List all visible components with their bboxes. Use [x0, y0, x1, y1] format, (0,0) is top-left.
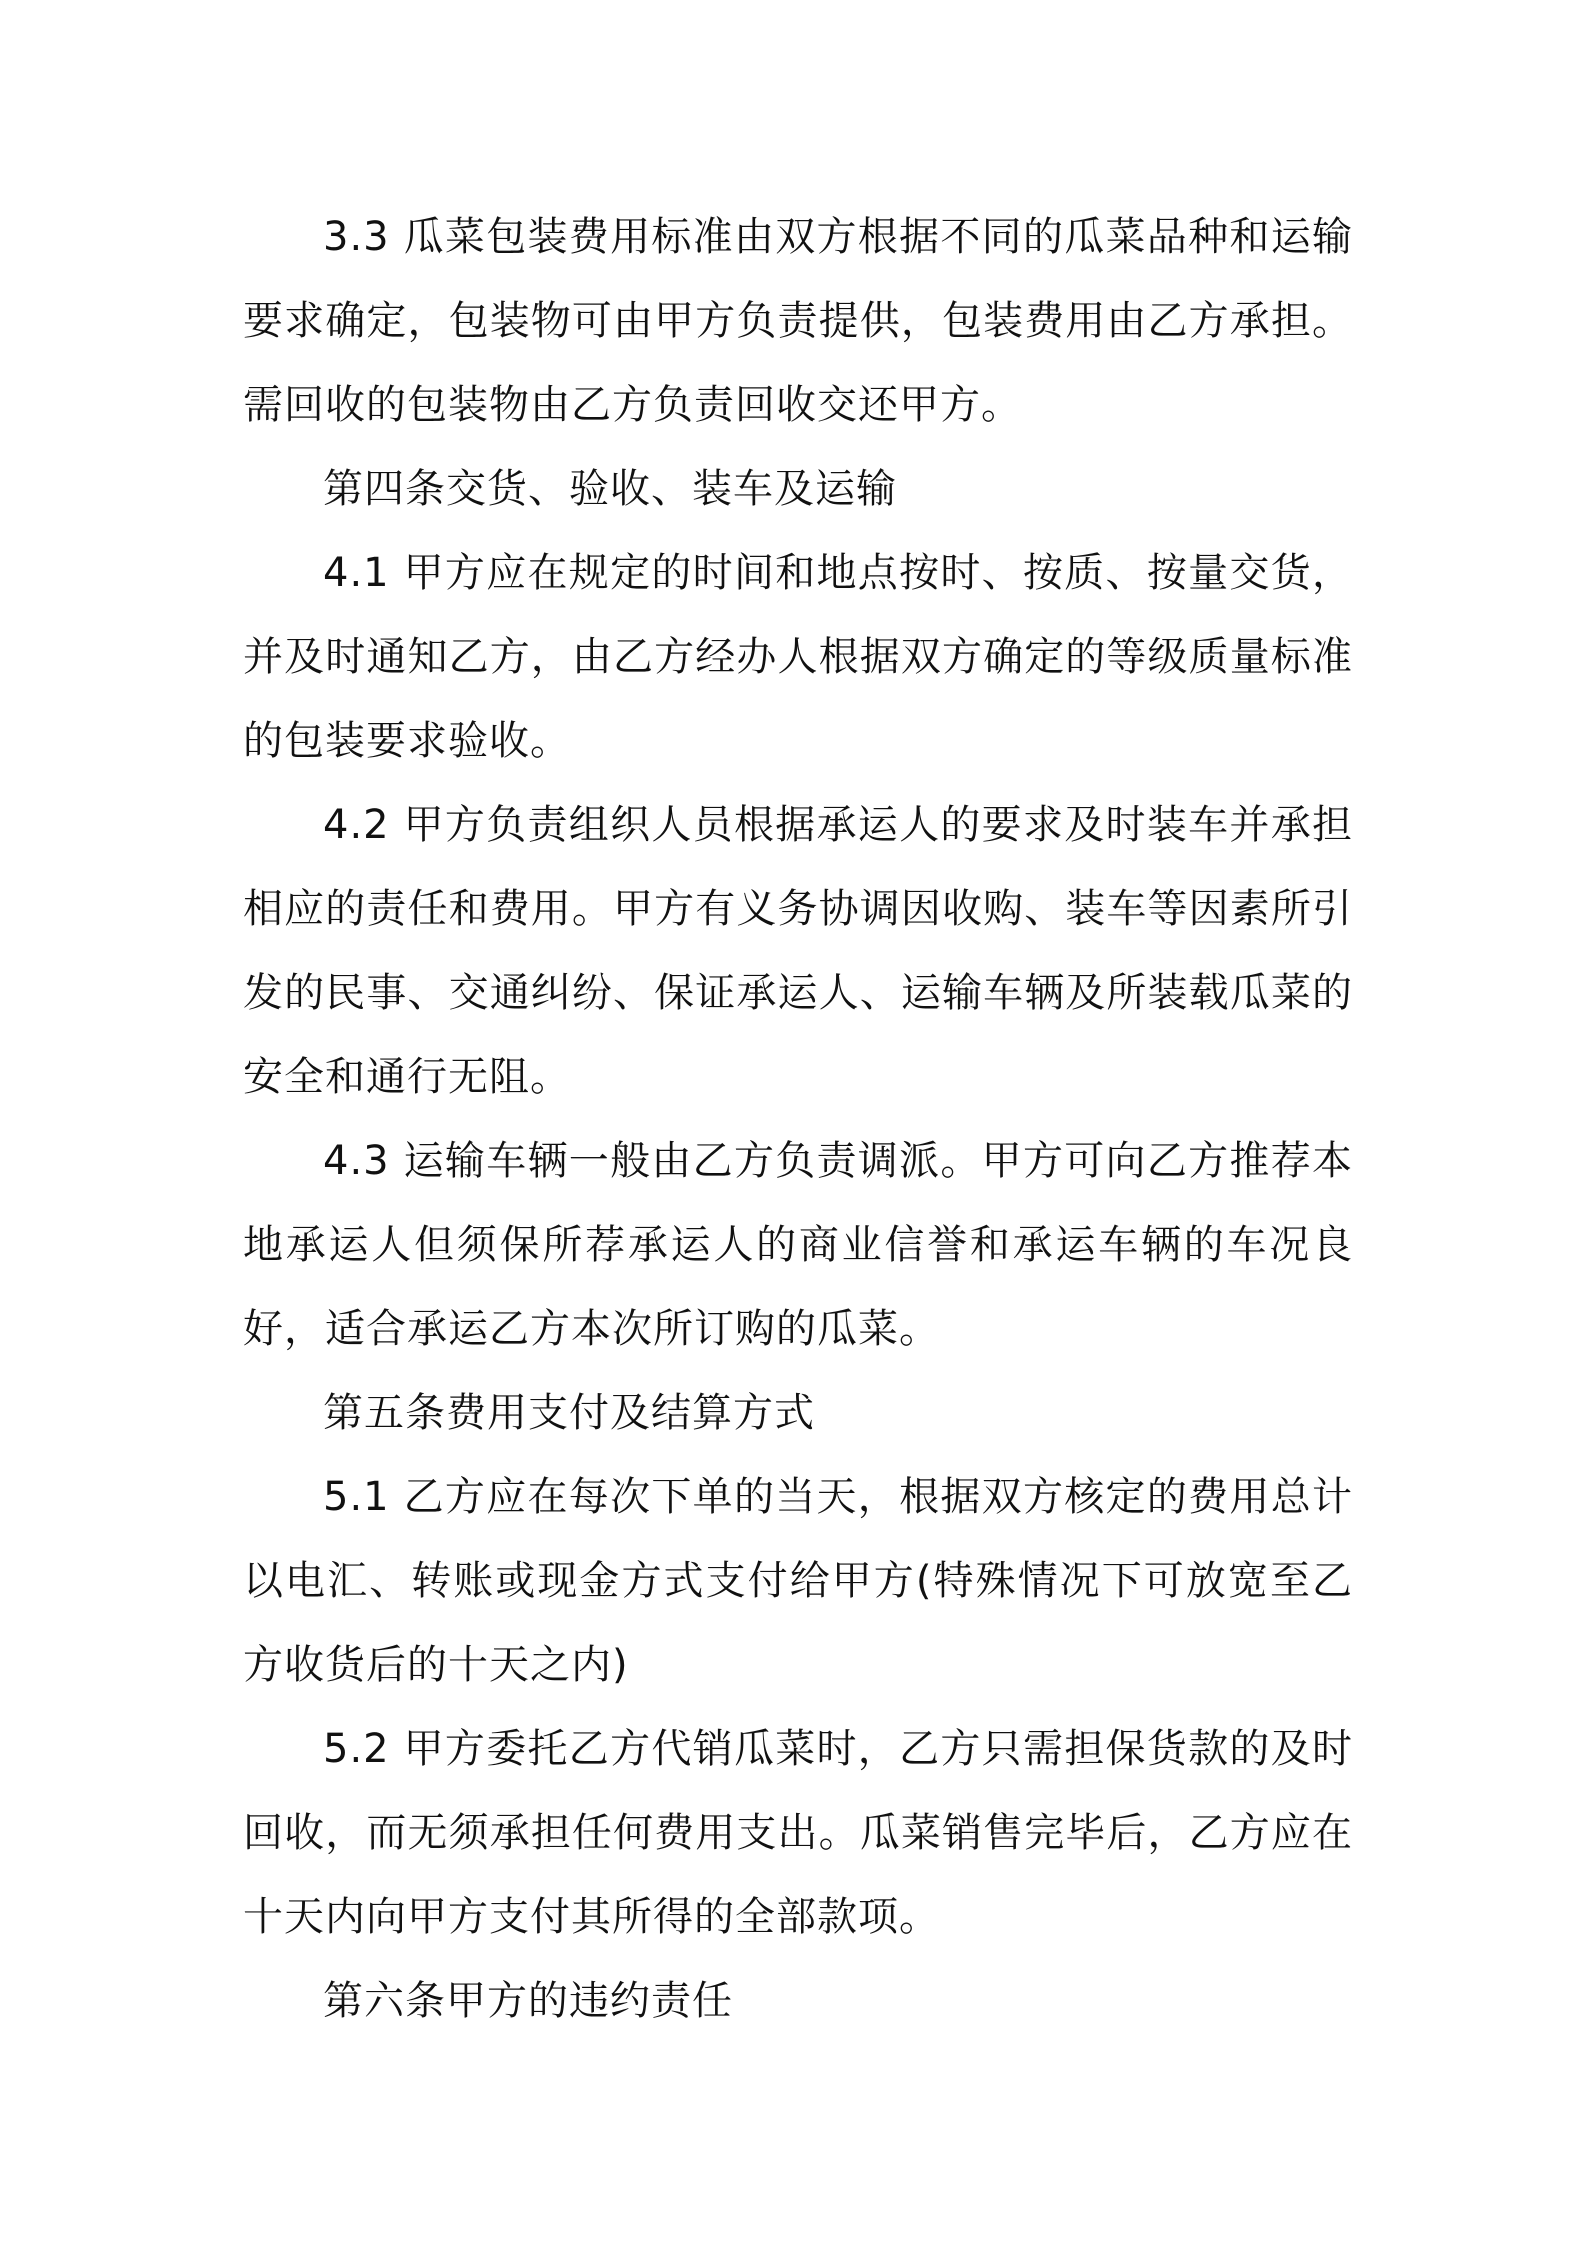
- clause-4-1: 4.1 甲方应在规定的时间和地点按时、按质、按量交货，并及时通知乙方，由乙方经办人根据双方确定的等级质量标准的包装要求验收。: [243, 550, 1353, 764]
- clause-5-1: 5.1 乙方应在每次下单的当天，根据双方核定的费用总计以电汇、转账或现金方式支付给甲方(特殊情况下可放宽至乙方收货后的十天之内): [243, 1474, 1353, 1688]
- clause-3-3: 3.3 瓜菜包装费用标准由双方根据不同的瓜菜品种和运输要求确定，包装物可由甲方负责提供，包装费用由乙方承担。需回收的包装物由乙方负责回收交还甲方。: [243, 214, 1353, 428]
- article-6-heading: 第六条甲方的违约责任: [323, 1978, 733, 2024]
- article-5-heading: 第五条费用支付及结算方式: [323, 1390, 815, 1436]
- clause-4-2: 4.2 甲方负责组织人员根据承运人的要求及时装车并承担相应的责任和费用。甲方有义务协调因收购、装车等因素所引发的民事、交通纠纷、保证承运人、运输车辆及所装载瓜菜的安全和通行无阻。: [243, 802, 1353, 1100]
- clause-4-3: 4.3 运输车辆一般由乙方负责调派。甲方可向乙方推荐本地承运人但须保所荐承运人的商业信誉和承运车辆的车况良好，适合承运乙方本次所订购的瓜菜。: [243, 1138, 1353, 1352]
- article-4-heading: 第四条交货、验收、装车及运输: [323, 466, 897, 512]
- document-page: [243, 195, 1353, 2043]
- clause-5-2: 5.2 甲方委托乙方代销瓜菜时，乙方只需担保货款的及时回收，而无须承担任何费用支出。瓜菜销售完毕后，乙方应在十天内向甲方支付其所得的全部款项。: [243, 1726, 1353, 1940]
